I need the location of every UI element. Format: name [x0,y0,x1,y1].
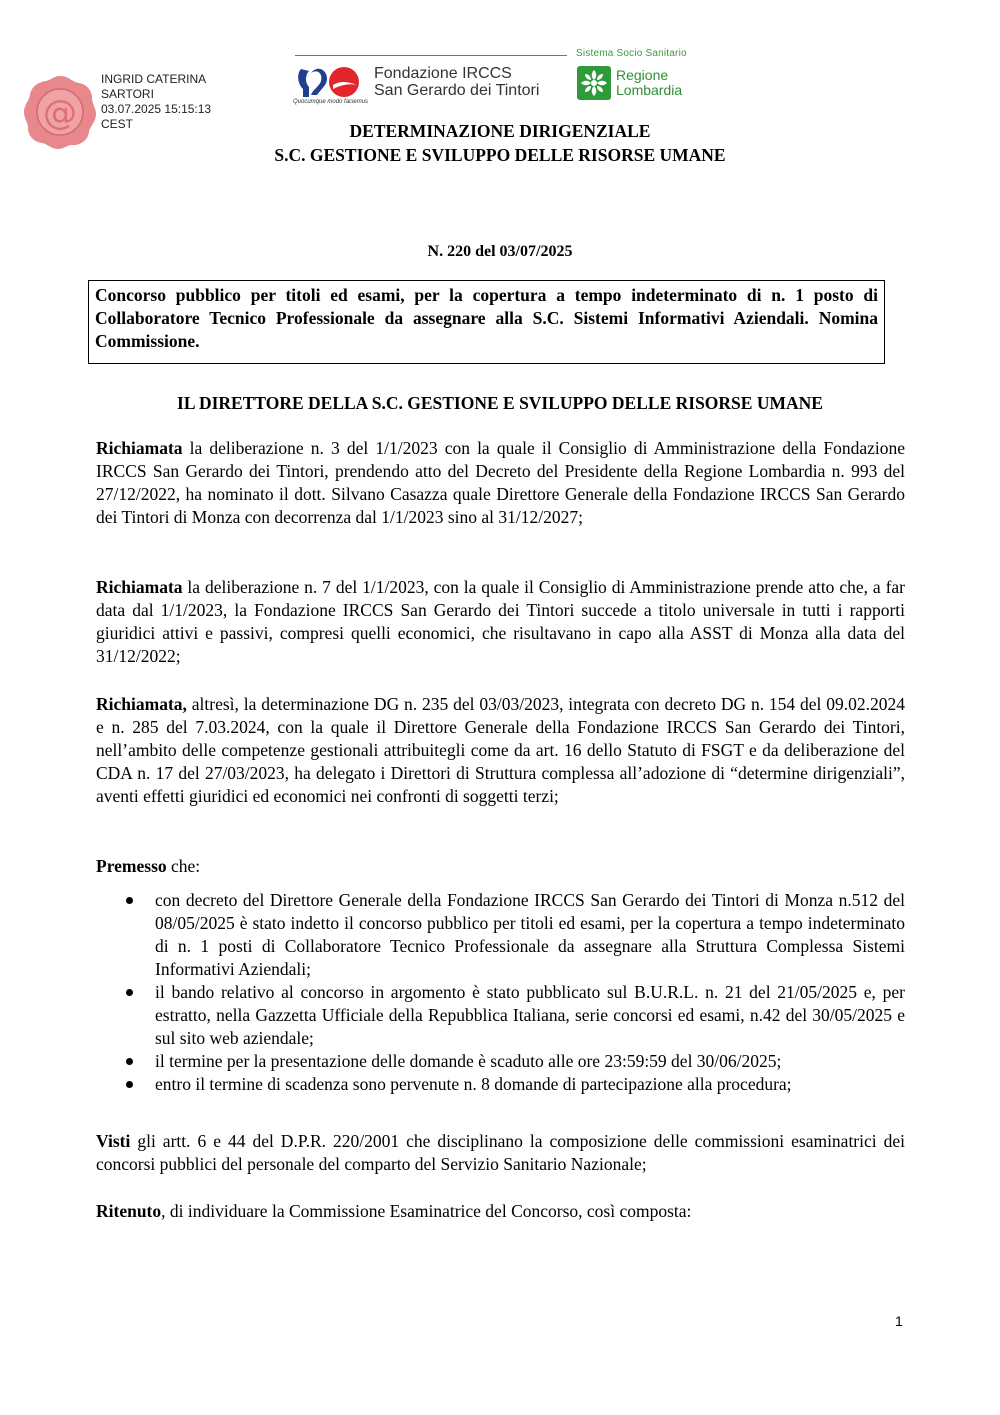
list-item [124,981,905,1050]
signature-timestamp: 03.07.2025 15:15:13 [101,102,212,116]
list-item-text: il termine per la presentazione delle domande è scaduto alle ore 23:59:59 del 30/06/2025; [155,1051,782,1071]
list-item-text: con decreto del Direttore Generale della Fondazione IRCCS San Gerardo dei Tintori di Monza n.512 del 08/05/2025 è stato indetto il concorso pubblico per titoli ed esami, per la copertura a tempo indeterminato di n. 1 posti di Collaboratore Tecnico Professionale da assegnare alla Struttura Complessa Sistemi Informativi Aziendali; [155,890,905,979]
bullet-icon [126,1081,133,1088]
document-title: DETERMINAZIONE DIRIGENZIALE [349,121,651,141]
paragraph-richiamata-2 [96,576,905,668]
determination-number: N. 220 del 03/07/2025 [427,243,573,260]
fondazione-name [374,65,539,99]
subject-text: Concorso pubblico per titoli ed esami, per la copertura a tempo indeterminato di n. 1 posto di Collaboratore Tecnico Professionale da assegnare alla S.C. Sistemi Informativi Aziendali. Nomina Commissione. [95,285,878,351]
premesso-bullet-list [124,889,905,1096]
fondazione-name-line2: San Gerardo dei Tintori [374,82,540,99]
bullet-icon [126,989,133,996]
regione-lombardia-name [616,68,682,98]
paragraph-body: la deliberazione n. 7 del 1/1/2023, con la quale il Consiglio di Amministrazione prende atto che, a far data dal 1/1/2023, la Fondazione IRCCS San Gerardo dei Tintori succede a titolo universale in tutti i rapporti giuridici attivi e passivi, compresi quelli economici, che risultavano in capo alla ASST di Monza alla data del 31/12/2022; [96,577,905,666]
signature-name-line2: SARTORI [101,87,154,101]
regione-name-line1: Regione [616,67,669,83]
fondazione-name-line1: Fondazione IRCCS [374,65,512,82]
paragraph-body: che: [166,856,201,876]
header-divider-line [295,55,567,56]
paragraph-ritenuto [96,1200,905,1223]
svg-text:@: @ [43,93,77,133]
paragraph-body: gli artt. 6 e 44 del D.P.R. 220/2001 che disciplinano la composizione delle commissioni esaminatrici dei concorsi pubblici del personale del comparto del Servizio Sanitario Nazionale; [96,1131,905,1174]
paragraph-body: , di individuare la Commissione Esaminatrice del Concorso, così composta: [161,1201,692,1221]
list-item [124,889,905,981]
director-heading: IL DIRETTORE DELLA S.C. GESTIONE E SVILUPPO DELLE RISORSE UMANE [177,393,823,413]
bullet-icon [126,897,133,904]
signature-timezone: CEST [101,117,134,131]
paragraph-lead: Richiamata [96,577,183,597]
paragraph-visti [96,1130,905,1176]
regione-name-line2: Lombardia [616,82,683,98]
subject-box [88,280,885,364]
paragraph-body: la deliberazione n. 3 del 1/1/2023 con la quale il Consiglio di Amministrazione della Fondazione IRCCS San Gerardo dei Tintori, prendendo atto del Decreto del Presidente della Regione Lombardia n. 993 del 27/12/2022, ha nominato il dott. Silvano Casazza quale Direttore Generale della Fondazione IRCCS San Gerardo dei Tintori di Monza con decorrenza dal 1/1/2023 sino al 31/12/2027; [96,438,905,527]
paragraph-lead: Richiamata, [96,694,187,714]
list-item [124,1073,905,1096]
page-number: 1 [895,1313,903,1329]
paragraph-richiamata-1 [96,437,905,529]
list-item-text: il bando relativo al concorso in argomento è stato pubblicato sul B.U.R.L. n. 21 del 21/05/2025 e, per estratto, nella Gazzetta Ufficiale della Repubblica Italiana, serie concorsi ed esami, n.42 del 30/05/2025 e sul sito web aziendale; [155,982,905,1048]
paragraph-lead: Premesso [96,856,167,876]
bullet-icon [126,1058,133,1065]
fondazione-motto: Quocumque modo faciemus [293,99,369,105]
list-item-text: entro il termine di scadenza sono pervenute n. 8 domande di partecipazione alla procedura; [155,1074,792,1094]
regione-lombardia-logo-icon [577,66,611,100]
paragraph-richiamata-3 [96,693,905,808]
list-item [124,1050,905,1073]
sistema-socio-sanitario-label: Sistema Socio Sanitario [576,48,687,59]
paragraph-lead: Visti [96,1131,131,1151]
document-subtitle: S.C. GESTIONE E SVILUPPO DELLE RISORSE UMANE [274,145,726,165]
paragraph-body: altresì, la determinazione DG n. 235 del 03/03/2023, integrata con decreto DG n. 154 del 09.02.2024 e n. 285 del 7.03.2024, con la quale il Direttore Generale della Fondazione IRCCS San Gerardo dei Tintori, nell’ambito delle competenze gestionali attribuitegli come da art. 16 dello Statuto di FSGT e da deliberazione del CDA n. 17 del 27/03/2023, ha delegato i Direttori di Struttura complessa all’adozione di “determine dirigenziali”, aventi effetti giuridici ed economici nei confronti di soggetti terzi; [96,694,905,806]
paragraph-premesso [96,855,905,878]
signature-name-line1: INGRID CATERINA [101,72,207,86]
paragraph-lead: Richiamata [96,438,183,458]
paragraph-lead: Ritenuto [96,1201,162,1221]
